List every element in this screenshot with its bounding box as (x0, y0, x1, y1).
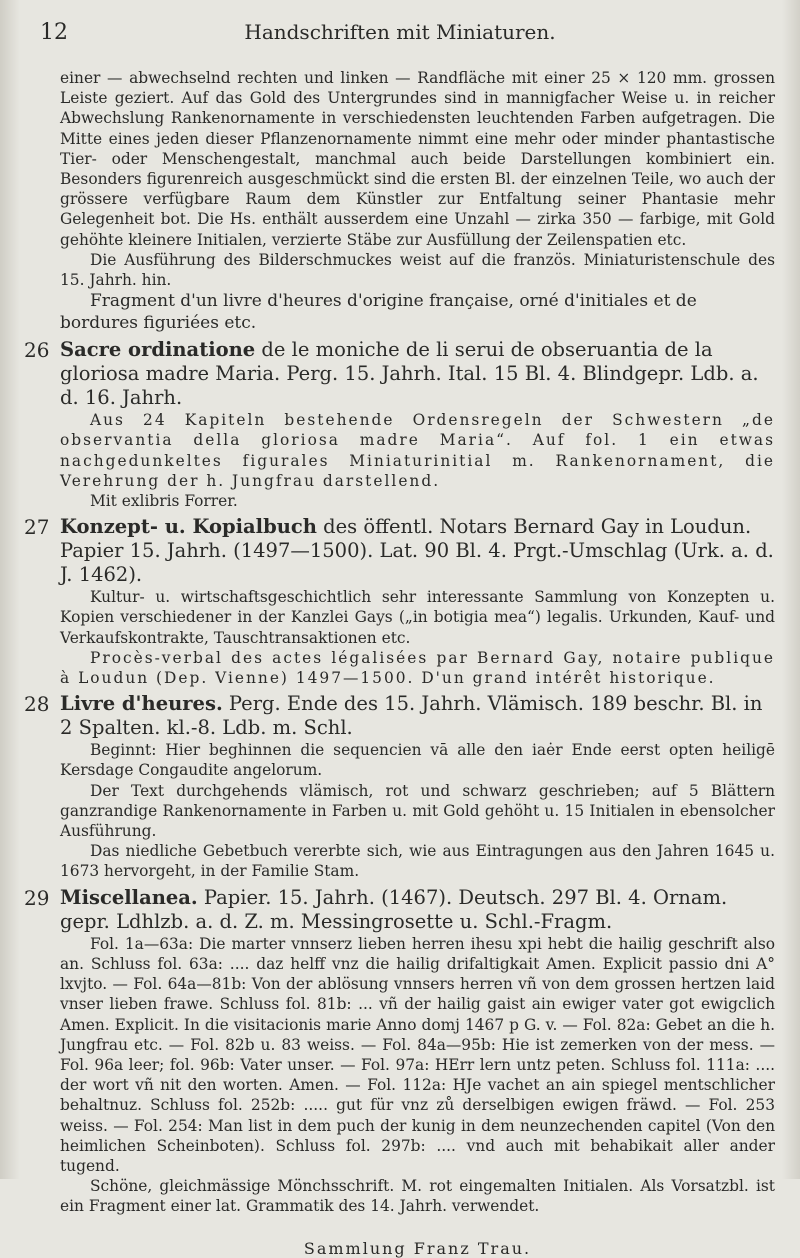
entry-number: 27 (24, 515, 50, 540)
entry-description: Aus 24 Kapiteln bestehende Ordensregeln der Schwestern „de observantia della gloriosa madre Maria“. Auf fol. 1 ein etwas nachgedunkeltes figurales Miniaturinitial m. Rankenornament, die Verehrung der h. Jungfrau darstellend. (60, 411, 775, 490)
entry-title-bold: Sacre ordinatione (60, 338, 256, 362)
entry-title-bold: Konzept- u. Kopialbuch (60, 515, 317, 539)
entry-note: Procès-verbal des actes légalisées par Bernard Gay, notaire publique à Loudun (Dep. Vienne) 1497—1500. D'un grand intérêt historique. (60, 648, 775, 688)
running-title: Handschriften mit Miniaturen. (244, 20, 556, 44)
entry-title (60, 692, 775, 740)
intro-paragraph-2: Die Ausführung des Bilderschmuckes weist auf die französ. Miniaturistenschule des 15. Jahrh. hin. (60, 250, 775, 290)
entry-incipit: Beginnt: Hier beghinnen die sequencien vā alle den iaėr Ende eerst opten heiligē Kersdage Congaudite angelorum. (60, 741, 775, 780)
entry-title-rest: Perg. Ende des 15. Jahrh. Vlämisch. 189 beschr. Bl. in 2 Spalten. kl.-8. Ldb. m. Schl. (60, 692, 763, 740)
page-header (40, 20, 760, 50)
collection-footer: Sammlung Franz Trau. (303, 1238, 532, 1258)
page-number: 12 (40, 20, 68, 45)
entry-title (60, 338, 775, 410)
catalog-entry-27 (24, 515, 775, 688)
catalog-entry-26 (24, 338, 775, 511)
page-content (24, 68, 775, 1258)
catalog-entry-28 (24, 692, 775, 881)
entry-title-bold: Livre d'heures. (60, 692, 223, 716)
intro-paragraph-3: Fragment d'un livre d'heures d'origine française, orné d'initiales et de bordures figuriées etc. (60, 291, 697, 334)
entry-description: Der Text durchgehends vlämisch, rot und schwarz geschrieben; auf 5 Blättern ganzrandige Rankenornamente in Farben u. mit Gold gehöht u. 15 Initialen in ebensolcher Ausführung. (60, 781, 775, 841)
catalog-entry-29 (24, 885, 775, 1217)
page-edge-right (782, 0, 800, 1179)
entry-number: 28 (24, 692, 50, 717)
entry-title (60, 886, 775, 934)
entry-note: Das niedliche Gebetbuch vererbte sich, wie aus Eintragungen aus den Jahren 1645 u. 1673 hervorgeht, in der Familie Stam. (60, 842, 775, 881)
entry-title-rest: de le moniche de li serui de obseruantia de la gloriosa madre Maria. Perg. 15. Jahrh. Ital. 15 Bl. 4. Blindgepr. Ldb. a. d. 16. Jahrh. (60, 338, 759, 410)
entry-title-rest: des öffentl. Notars Bernard Gay in Loudun. Papier 15. Jahrh. (1497—1500). Lat. 90 Bl. 4. Prgt.-Umschlag (Urk. a. d. J. 1462). (60, 515, 774, 587)
page-edge-left (0, 0, 20, 1179)
entry-note: Schöne, gleichmässige Mönchsschrift. M. rot eingemalten Initialen. Als Vorsatzbl. ist ein Fragment einer lat. Grammatik des 14. Jahrh. verwendet. (60, 1177, 775, 1216)
entry-number: 26 (24, 338, 50, 363)
entry-contents: Fol. 1a—63a: Die marter vnnserz lieben herren ihesu xpi hebt die hailig geschrift also an. Schluss fol. 63a: .... daz helff vnz die hailig drifaltigkait Amen. Explicit passio dni A° lxvjto. — Fol. 64a—81b: Von der ablösung vnnsers herren vñ von dem grossen hertzen laid vnser lieben frawe. Schluss fol. 81b: ... vñ der hailig gaist ain ewiger vater got ewigclich Amen. Explicit. In die visitacionis marie Anno domj 1467 p G. v. — Fol. 82a: Gebet an die h. Jungfrau etc. — Fol. 82b u. 83 weiss. — Fol. 84a—95b: Hie ist zemerken von der mess. — Fol. 96a leer; fol. 96b: Vater unser. — Fol. 97a: HErr lern untz peten. Schluss fol. 111a: .... der wort vñ nit den worten. Amen. — Fol. 112a: HJe vachet an ain spiegel mentschlicher behaltnuz. Schluss fol. 252b: ..... gut für vnz zů derselbigen ewigen fräwd. — Fol. 253 weiss. — Fol. 254: Man list in dem puch der kunig in dem neunzechenden capitel (Von den heimlichen Scheinboten). Schluss fol. 297b: .... vnd auch mit behabikait aller ander tugend. (60, 934, 775, 1175)
entry-note: Mit exlibris Forrer. (90, 492, 238, 511)
entry-title-bold: Miscellanea. (60, 885, 198, 909)
entry-number: 29 (24, 885, 50, 910)
entry-description: Kultur- u. wirtschaftsgeschichtlich sehr interessante Sammlung von Konzepten u. Kopien verschiedener in der Kanzlei Gays („in botigia mea“) legalis. Urkunden, Kauf- und Verkaufskontrakte, Tauschtransaktionen etc. (60, 588, 775, 647)
entry-title-rest: Papier. 15. Jahrh. (1467). Deutsch. 297 Bl. 4. Ornam. gepr. Ldhlzb. a. d. Z. m. Messingrosette u. Schl.-Fragm. (60, 885, 728, 933)
intro-paragraph-1: einer — abwechselnd rechten und linken — Randfläche mit einer 25 × 120 mm. grossen Leiste geziert. Auf das Gold des Untergrundes sind in mannigfacher Weise u. in reicher Abwechslung Rankenornamente in verschiedensten leuchtenden Farben aufgetragen. Die Mitte eines jeden dieser Pflanzenornamente nimmt eine mehr oder minder phantastische Tier- oder Menschengestalt, manchmal auch beide Darstellungen kombiniert ein. Besonders figurenreich ausgeschmückt sind die ersten Bl. der einzelnen Teile, wo auch der grössere verfügbare Raum dem Künstler zur Entfaltung seiner Phantasie mehr Gelegenheit bot. Die Hs. enthält ausserdem eine Unzahl — zirka 350 — farbige, mit Gold gehöhte kleinere Initialen, verzierte Stäbe zur Ausfüllung der Zeilenspatien etc. (60, 69, 775, 249)
entry-title (60, 515, 775, 587)
